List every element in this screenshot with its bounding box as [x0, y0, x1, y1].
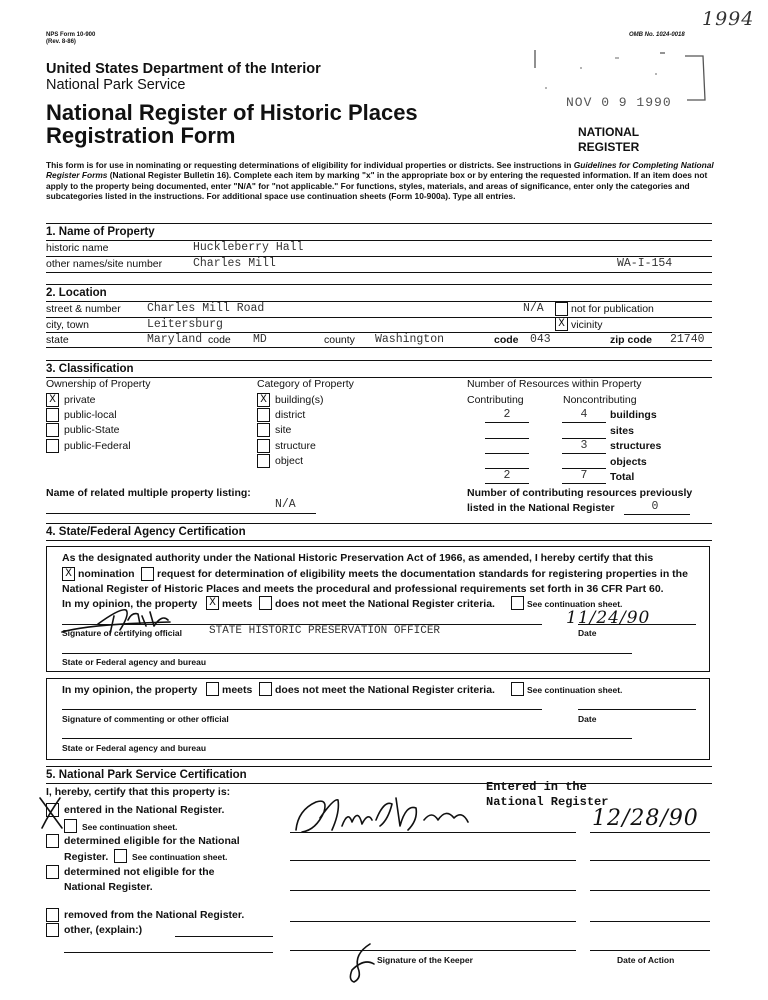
other-names-label: other names/site number: [46, 258, 163, 270]
zip-label: zip code: [610, 334, 653, 346]
does-not-meet-checkbox[interactable]: [259, 596, 272, 610]
ownership-public-local-label: public-local: [64, 409, 117, 421]
resource-contributing-buildings: 2: [503, 408, 511, 421]
date-rule: [578, 709, 696, 710]
determined-eligible-label: determined eligible for the National: [64, 835, 240, 847]
category-object-checkbox[interactable]: [257, 454, 270, 468]
multiple-property-label: Name of related multiple property listing:: [46, 487, 251, 499]
not-for-publication-checkbox[interactable]: [555, 302, 568, 316]
eligible-continuation-checkbox[interactable]: [114, 849, 127, 863]
county-value: Washington: [375, 333, 445, 346]
vicinity-label: vicinity: [571, 319, 603, 331]
section-divider: [46, 540, 712, 541]
intro-instructions: [46, 160, 718, 202]
determined-not-eligible-label: determined not eligible for the: [64, 866, 215, 878]
comment-does-not-meet-label: does not meet the National Register criteria.: [275, 684, 495, 696]
count-rule: [485, 453, 529, 454]
resource-label-objects: objects: [610, 456, 647, 468]
service-name: National Park Service: [46, 77, 186, 93]
keeper-date-handwritten: 12/28/90: [592, 806, 699, 831]
count-rule: [485, 483, 529, 484]
count-rule: [485, 422, 529, 423]
keeper-signature-rule: [290, 860, 576, 861]
resource-label-total: Total: [610, 471, 635, 483]
section-5-heading: 5. National Park Service Certification: [46, 769, 247, 781]
category-site-checkbox[interactable]: [257, 423, 270, 437]
removed-checkbox[interactable]: [46, 908, 59, 922]
field-rule: [624, 514, 690, 515]
section-divider: [46, 766, 712, 767]
not-for-publication-na: N/A: [523, 302, 544, 315]
resource-noncontributing-buildings: 4: [580, 408, 588, 421]
meets-checkbox[interactable]: X: [206, 596, 219, 610]
keeper-date-rule: [590, 860, 710, 861]
city-label: city, town: [46, 319, 89, 331]
keeper-signature-label: Signature of the Keeper: [377, 955, 473, 965]
ownership-heading: Ownership of Property: [46, 378, 151, 390]
entered-label: entered in the National Register.: [64, 804, 225, 816]
form-number: NPS Form 10-900: [46, 32, 96, 38]
stamp-register: REGISTER: [578, 140, 640, 154]
ownership-public-federal-label: public-Federal: [64, 440, 131, 452]
section-1-heading: 1. Name of Property: [46, 226, 155, 238]
certify-statement: I, hereby, certify that this property is:: [46, 786, 231, 798]
ownership-public-federal-checkbox[interactable]: [46, 439, 59, 453]
commenting-official-label: Signature of commenting or other official: [62, 714, 229, 724]
section-4-heading: 4. State/Federal Agency Certification: [46, 526, 246, 538]
historic-name-value: Huckleberry Hall: [193, 241, 304, 254]
resource-contributing-total: 2: [503, 469, 511, 482]
previously-listed-value: 0: [651, 500, 659, 513]
nomination-checkbox[interactable]: X: [62, 567, 75, 581]
determined-not-eligible-checkbox[interactable]: [46, 865, 59, 879]
keeper-signature: [288, 790, 498, 840]
cert-line-1: As the designated authority under the National Historic Preservation Act of 1966, as amended, I hereby certify that this: [62, 552, 654, 564]
removed-label: removed from the National Register.: [64, 909, 245, 921]
section-divider: [46, 284, 712, 285]
multiple-property-value: N/A: [275, 498, 296, 511]
omb-number: OMB No. 1024-0018: [629, 32, 685, 38]
keeper-signature-rule: [290, 921, 576, 922]
noncontributing-heading: Noncontributing: [563, 394, 637, 406]
count-rule: [485, 438, 529, 439]
category-heading: Category of Property: [257, 378, 354, 390]
ownership-public-state-checkbox[interactable]: [46, 423, 59, 437]
determined-not-eligible-label-2: National Register.: [64, 881, 153, 893]
comment-see-continuation-checkbox[interactable]: [511, 682, 524, 696]
field-rule: [46, 513, 316, 514]
street-value: Charles Mill Road: [147, 302, 265, 315]
keeper-initial-scribble: [340, 940, 380, 986]
signature-rule: [62, 709, 542, 710]
ownership-private-checkbox[interactable]: X: [46, 393, 59, 407]
state-value: Maryland: [147, 333, 203, 346]
field-rule: [46, 317, 712, 318]
historic-name-label: historic name: [46, 242, 109, 254]
category-object-label: object: [275, 455, 304, 467]
agency-rule: [62, 653, 632, 654]
state-code-value: MD: [253, 333, 267, 346]
county-label: county: [324, 334, 355, 346]
section-divider: [46, 783, 712, 784]
state-code-label: code: [208, 334, 231, 346]
section-divider: [46, 523, 712, 524]
received-stamp-date: NOV 0 9 1990: [566, 95, 672, 110]
state-label: state: [46, 334, 69, 346]
resource-noncontributing-structures: 3: [580, 439, 588, 452]
intro-text-2: (National Register Bulletin 16). Complete each item by marking "x" in the appropriate box or by entering the requested information. If an item does not apply to the property being documented, enter "N/A" for "not applicable." For functions, styles, materials, and areas of significance, enter only the categories and subcategories listed in the instructions. For additional space use continuation sheets (Form 10-900a). Type all entries.: [46, 170, 708, 202]
other-rule: [64, 952, 273, 953]
determination-request-checkbox[interactable]: [141, 567, 154, 581]
form-subtitle: Registration Form: [46, 123, 236, 148]
vicinity-checkbox[interactable]: X: [555, 317, 568, 331]
stamp-national: NATIONAL: [578, 125, 640, 139]
intro-guidelines: Guidelines for Completing National Register Forms: [46, 160, 714, 181]
meets-label: meets: [222, 598, 253, 610]
not-for-publication-label: not for publication: [571, 303, 654, 315]
resources-heading: Number of Resources within Property: [467, 378, 642, 390]
entered-stamp-line-1: Entered in the: [486, 780, 587, 794]
other-rule: [175, 936, 273, 937]
category-district-label: district: [275, 409, 306, 421]
agency-bureau-label: State or Federal agency and bureau: [62, 657, 207, 667]
resource-label-structures: structures: [610, 440, 662, 452]
zip-value: 21740: [670, 333, 705, 346]
category-building-label: building(s): [275, 394, 324, 406]
ownership-public-state-label: public-State: [64, 424, 120, 436]
certifying-date-handwritten: 11/24/90: [566, 608, 651, 628]
section-2-heading: 2. Location: [46, 287, 107, 299]
comment-opinion-label: In my opinion, the property: [62, 684, 198, 696]
section-divider: [46, 301, 712, 302]
entered-stamp-line-2: National Register: [486, 795, 609, 809]
resource-label-buildings: buildings: [610, 409, 657, 421]
count-rule: [562, 422, 606, 423]
cert-line-2: request for determination of eligibility meets the documentation standards for registering properties in the: [157, 568, 688, 580]
count-rule: [562, 483, 606, 484]
street-label: street & number: [46, 303, 121, 315]
date-of-action-label: Date of Action: [617, 955, 675, 965]
form-title: National Register of Historic Places: [46, 100, 418, 125]
contributing-heading: Contributing: [467, 394, 524, 406]
entered-handwritten-check: [36, 794, 66, 832]
determined-eligible-label-2: Register.: [64, 851, 109, 863]
department-name: United States Department of the Interior: [46, 61, 321, 77]
category-building-checkbox[interactable]: X: [257, 393, 270, 407]
eligible-continuation-label: See continuation sheet.: [132, 852, 228, 862]
nomination-label: nomination: [78, 568, 135, 580]
determined-eligible-checkbox[interactable]: [46, 834, 59, 848]
category-site-label: site: [275, 424, 292, 436]
county-code-label: code: [494, 334, 519, 346]
comment-does-not-meet-checkbox[interactable]: [259, 682, 272, 696]
city-value: Leitersburg: [147, 318, 223, 331]
keeper-date-rule: [590, 950, 710, 951]
entered-continuation-label: See continuation sheet.: [82, 822, 178, 832]
keeper-date-rule: [590, 890, 710, 891]
entered-continuation-checkbox[interactable]: [64, 819, 77, 833]
intro-text-1: This form is for use in nominating or requesting determinations of eligibility for individual properties or districts. See instructions in: [46, 160, 574, 170]
category-district-checkbox[interactable]: [257, 408, 270, 422]
section-3-heading: 3. Classification: [46, 363, 134, 375]
form-revision: (Rev. 8-86): [46, 39, 76, 45]
site-number-value: WA-I-154: [617, 257, 673, 270]
other-label: other, (explain:): [64, 924, 143, 936]
cert-opinion-label: In my opinion, the property: [62, 598, 198, 610]
category-structure-label: structure: [275, 440, 316, 452]
category-structure-checkbox[interactable]: [257, 439, 270, 453]
resource-noncontributing-total: 7: [580, 469, 588, 482]
ownership-private-label: private: [64, 394, 96, 406]
section-divider: [46, 223, 712, 224]
keeper-date-rule: [590, 921, 710, 922]
field-rule: [46, 347, 712, 348]
does-not-meet-label: does not meet the National Register criteria.: [275, 598, 495, 610]
comment-meets-checkbox[interactable]: [206, 682, 219, 696]
other-checkbox[interactable]: [46, 923, 59, 937]
keeper-date-rule: [590, 832, 710, 833]
comment-see-continuation-label: See continuation sheet.: [527, 685, 623, 695]
see-continuation-label: See continuation sheet.: [527, 599, 623, 609]
field-rule: [46, 256, 712, 257]
agency-rule: [62, 738, 632, 739]
section-divider: [46, 240, 712, 241]
certifying-official-label: Signature of certifying official: [62, 628, 182, 638]
comment-agency-label: State or Federal agency and bureau: [62, 743, 207, 753]
date-rule: [578, 624, 696, 625]
handwritten-corner-number: 1994: [702, 8, 755, 30]
cert-line-3: National Register of Historic Places and meets the procedural and professional requirements set forth in 36 CFR Part 60.: [62, 583, 664, 595]
keeper-signature-rule: [290, 890, 576, 891]
other-names-value: Charles Mill: [193, 257, 276, 270]
count-rule: [562, 453, 606, 454]
keeper-signature-rule: [290, 950, 576, 951]
resource-label-sites: sites: [610, 425, 634, 437]
certifying-date-label: Date: [578, 628, 597, 638]
see-continuation-checkbox[interactable]: [511, 596, 524, 610]
comment-meets-label: meets: [222, 684, 253, 696]
field-rule: [46, 272, 712, 273]
certifying-official-title: STATE HISTORIC PRESERVATION OFFICER: [209, 625, 441, 637]
section-divider: [46, 360, 712, 361]
county-code-value: 043: [530, 333, 551, 346]
previously-listed-label-2: listed in the National Register: [467, 502, 615, 514]
previously-listed-label-1: Number of contributing resources previously: [467, 487, 693, 499]
commenting-date-label: Date: [578, 714, 597, 724]
ownership-public-local-checkbox[interactable]: [46, 408, 59, 422]
